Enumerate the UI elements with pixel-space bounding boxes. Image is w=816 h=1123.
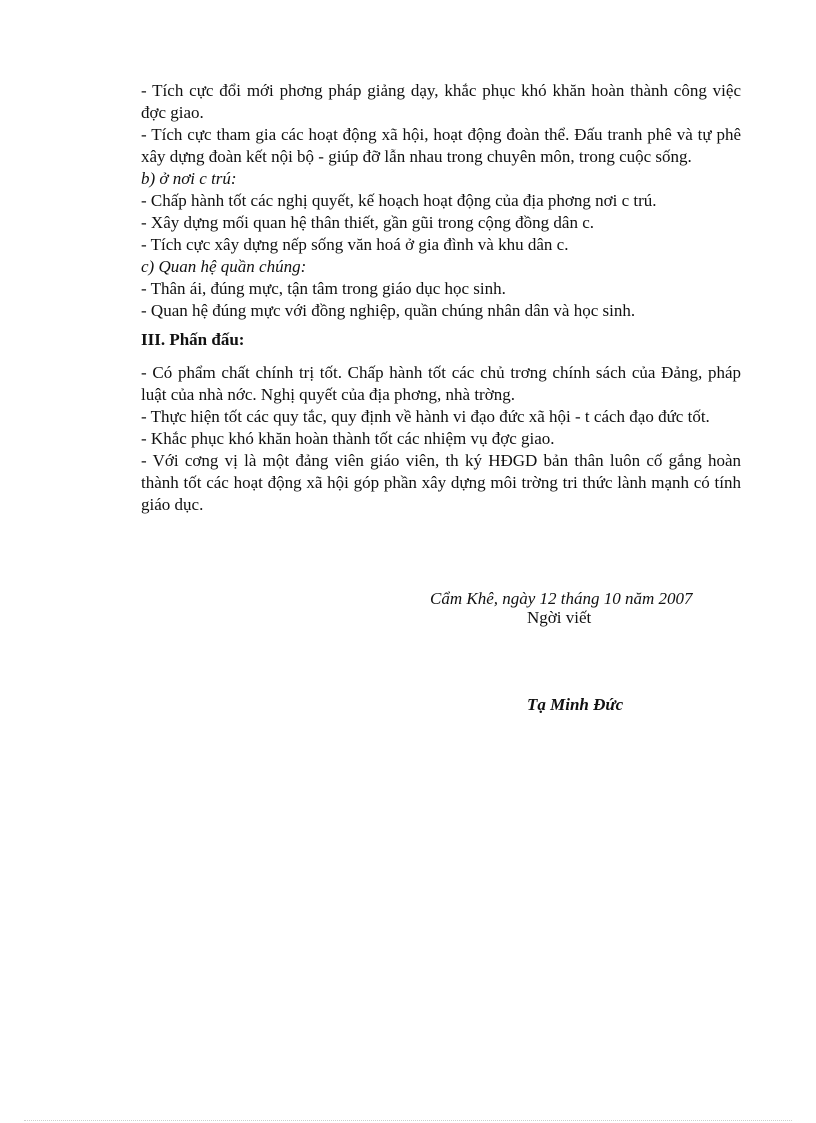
document-body	[141, 80, 741, 516]
section-iii-item: - Với cơng vị là một đảng viên giáo viên, th ký HĐGD bản thân luôn cố gắng hoàn thành tốt các hoạt động xã hội góp phần xây dựng môi trờng tri thức lành mạnh có tính giáo dục.	[141, 451, 741, 514]
paragraph-social-activities: - Tích cực tham gia các hoạt động xã hội, hoạt động đoàn thể. Đấu tranh phê và tự phê xây dựng đoàn kết nội bộ - giúp đỡ lẫn nhau trong chuyên môn, trong cuộc sống.	[141, 125, 741, 166]
signer-name: Tạ Minh Đức	[527, 695, 624, 714]
section-iii-heading: III. Phấn đấu:	[141, 330, 245, 349]
section-c-title: c) Quan hệ quần chúng:	[141, 257, 307, 276]
section-iii-item: - Có phẩm chất chính trị tốt. Chấp hành tốt các chủ trơng chính sách của Đảng, pháp luật của nhà nớc. Nghị quyết của địa phơng, nhà trờng.	[141, 363, 741, 404]
page-bottom-divider	[24, 1120, 792, 1121]
section-b-item: - Tích cực xây dựng nếp sống văn hoá ở gia đình và khu dân c.	[141, 235, 569, 254]
section-iii-item: - Thực hiện tốt các quy tắc, quy định về hành vi đạo đức xã hội - t cách đạo đức tốt.	[141, 407, 710, 426]
section-b-item: - Chấp hành tốt các nghị quyết, kế hoạch hoạt động của địa phơng nơi c trú.	[141, 191, 657, 210]
section-c-item: - Thân ái, đúng mực, tận tâm trong giáo dục học sinh.	[141, 279, 506, 298]
section-b-item: - Xây dựng mối quan hệ thân thiết, gần gũi trong cộng đồng dân c.	[141, 213, 595, 232]
section-iii-item: - Khắc phục khó khăn hoàn thành tốt các nhiệm vụ đợc giao.	[141, 429, 555, 448]
section-b-title: b) ở nơi c trú:	[141, 169, 237, 188]
section-c-item: - Quan hệ đúng mực với đồng nghiệp, quần chúng nhân dân và học sinh.	[141, 301, 636, 320]
paragraph-innovate-teaching: - Tích cực đổi mới phơng pháp giảng dạy, khắc phục khó khăn hoàn thành công việc đợc giao.	[141, 81, 741, 122]
place-and-date: Cẩm Khê, ngày 12 tháng 10 năm 2007	[430, 589, 693, 608]
writer-label: Ngời viết	[527, 608, 592, 627]
